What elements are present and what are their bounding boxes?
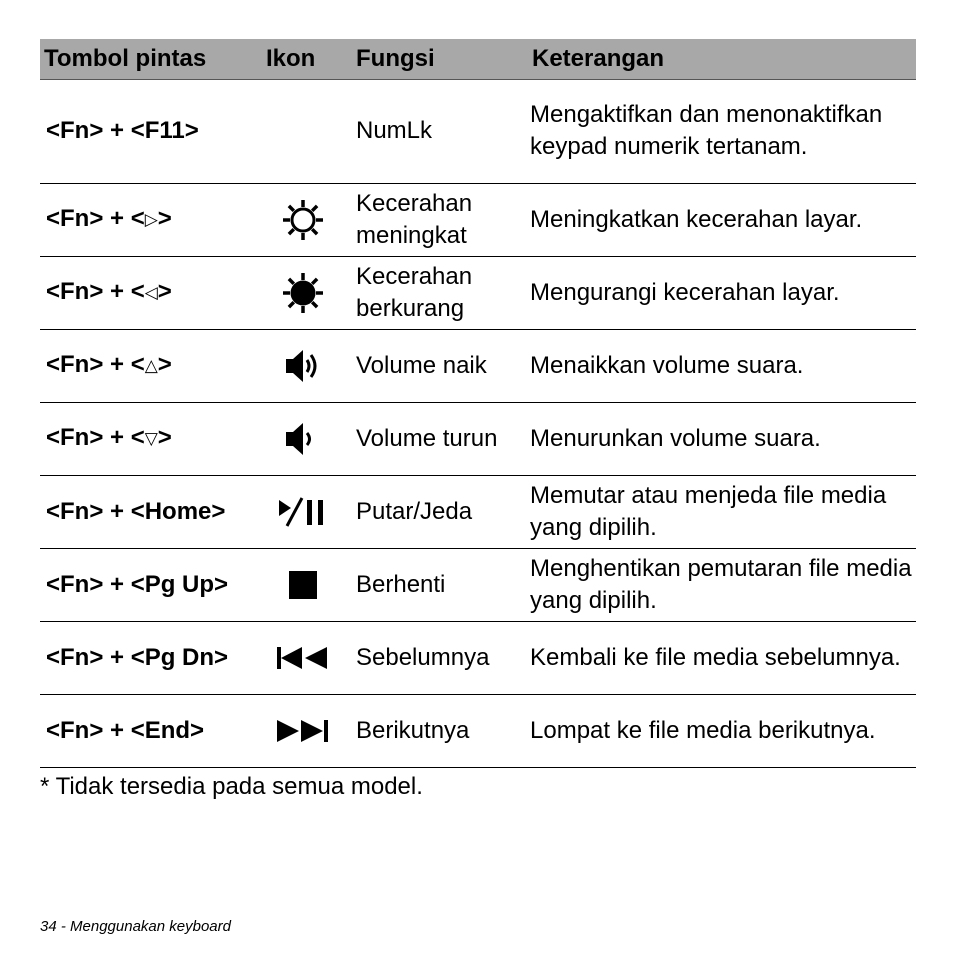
page-footer: 34 - Menggunakan keyboard (40, 918, 231, 935)
header-icon: Ikon (262, 39, 352, 79)
shortcut-key: <Fn> + <F11> (40, 79, 262, 183)
function-description: Menurunkan volume suara. (528, 402, 916, 475)
header-description: Keterangan (528, 39, 916, 79)
table-row (40, 621, 916, 694)
sun-filled-icon (281, 271, 325, 315)
key-prefix: <Fn> + < (46, 277, 145, 305)
table-header-row (40, 39, 916, 79)
key-prefix: <Fn> + < (46, 423, 145, 451)
function-name: Sebelumnya (352, 621, 528, 694)
function-description: Meningkatkan kecerahan layar. (528, 183, 916, 256)
shortcut-key (40, 256, 262, 329)
key-suffix: > (157, 204, 172, 232)
shortcut-key: <Fn> + <Home> (40, 475, 262, 548)
shortcut-key (40, 402, 262, 475)
table-row (40, 79, 916, 183)
function-name: Kecerahan meningkat (352, 183, 528, 256)
shortcut-key: <Fn> + <Pg Dn> (40, 621, 262, 694)
function-description: Memutar atau menjeda file media yang dipilih. (528, 475, 916, 548)
previous-track-icon (275, 645, 331, 671)
header-function: Fungsi (352, 39, 528, 79)
up-triangle-key-glyph: △ (144, 355, 158, 375)
function-description: Mengurangi kecerahan layar. (528, 256, 916, 329)
right-triangle-key-glyph: ▷ (144, 209, 158, 229)
play-pause-icon (276, 495, 330, 529)
table-row (40, 256, 916, 329)
table-row (40, 329, 916, 402)
row-icon-cell (262, 79, 352, 183)
shortcut-key (40, 183, 262, 256)
function-name: NumLk (352, 79, 528, 183)
function-description: Mengaktifkan dan menonaktifkan keypad numerik tertanam. (528, 79, 916, 183)
function-name: Berhenti (352, 548, 528, 621)
key-prefix: <Fn> + < (46, 204, 145, 232)
shortcut-key (40, 329, 262, 402)
function-description: Menaikkan volume suara. (528, 329, 916, 402)
key-suffix: > (157, 277, 172, 305)
speaker-loud-icon (281, 344, 325, 388)
key-suffix: > (157, 350, 172, 378)
function-name: Kecerahan berkurang (352, 256, 528, 329)
speaker-quiet-icon (281, 417, 325, 461)
function-name: Volume turun (352, 402, 528, 475)
key-suffix: > (157, 423, 172, 451)
header-shortcut: Tombol pintas (40, 39, 262, 79)
function-name: Putar/Jeda (352, 475, 528, 548)
table-row (40, 694, 916, 767)
table-row (40, 548, 916, 621)
function-description: Menghentikan pemutaran file media yang dipilih. (528, 548, 916, 621)
key-prefix: <Fn> + < (46, 350, 145, 378)
stop-icon (287, 569, 319, 601)
shortcut-key: <Fn> + <End> (40, 694, 262, 767)
table-row (40, 183, 916, 256)
shortcut-table (40, 39, 916, 768)
function-name: Volume naik (352, 329, 528, 402)
function-description: Kembali ke file media sebelumnya. (528, 621, 916, 694)
availability-note: * Tidak tersedia pada semua model. (40, 773, 423, 800)
table-row (40, 402, 916, 475)
table-row (40, 475, 916, 548)
sun-outline-icon (281, 198, 325, 242)
function-name: Berikutnya (352, 694, 528, 767)
next-track-icon (275, 718, 331, 744)
down-triangle-key-glyph: ▽ (144, 428, 158, 448)
function-description: Lompat ke file media berikutnya. (528, 694, 916, 767)
shortcut-key: <Fn> + <Pg Up> (40, 548, 262, 621)
left-triangle-key-glyph: ◁ (144, 282, 158, 302)
